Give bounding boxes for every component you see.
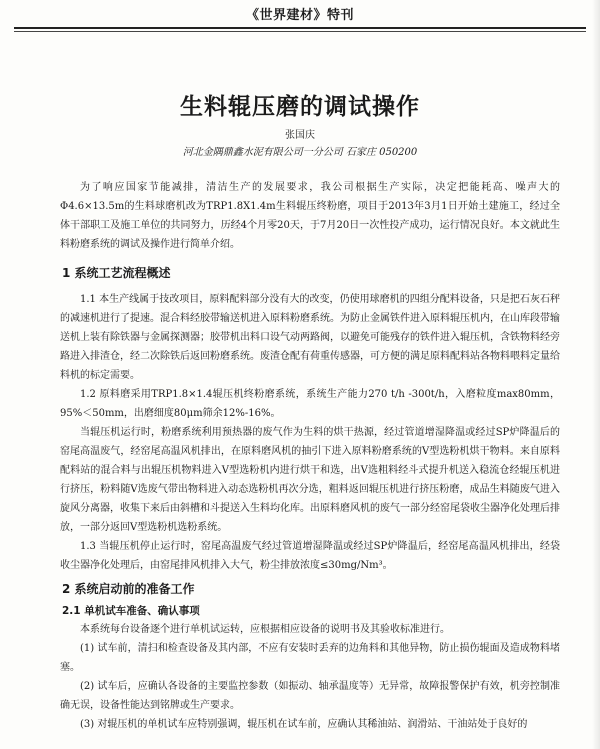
paragraph-1-2-cont: 当辊压机运行时，粉磨系统利用预热器的废气作为生料的烘干热源，经过管道增湿降温或经过SP炉降温后的窑尾高温废气，经窑尾高温风机排出，在原料磨风机的抽引下进入原料粉磨系统的V型选粉机烘干物料。来自原料配料站的混合料与出辊压机物料进入V型选粉机内进行烘干和选，出V选粗料经斗式提升机送入稳流仓经辊压机进行挤压，粉料随V选废气带出物料进入动态选粉机再次分选，粗料返回辊压机进行挤压粉磨，成品生料随废气进入旋风分离器，收集下来后由斜槽和斗提送入生料均化库。出原料磨风机的废气一部分经窑尾袋收尘器净化处理后排放，一部分返回V型选粉机选粉系统。 xyxy=(60,427,560,533)
running-header: 《世界建材》特刊 xyxy=(245,8,354,23)
header-rule-thick xyxy=(14,27,586,29)
intro-paragraph xyxy=(60,178,560,254)
section-1-heading: 1 系统工艺流程概述 xyxy=(62,266,171,280)
scan-edge-shadow xyxy=(592,0,600,749)
section-2-heading: 2 系统启动前的准备工作 xyxy=(62,582,195,596)
author-affiliation: 河北金隅鼎鑫水泥有限公司一分公司 石家庄 050200 xyxy=(182,147,418,158)
list-item-3: (3) 对辊压机的单机试车应特别强调，辊压机在试车前，应确认其稀油站、润滑站、干油站处于良好的 xyxy=(80,719,528,730)
paragraph-1-3: 1.3 当辊压机停止运行时，窑尾高温废气经过管道增湿降温或经过SP炉降温后，经窑尾高温风机排出，经袋收尘器净化处理后，由窑尾排风机排入大气，粉尘排放浓度≤30mg/Nm³。 xyxy=(60,541,560,571)
paragraph-1-2: 1.2 原料磨采用TRP1.8×1.4辊压机终粉磨系统，系统生产能力270 t/h -300t/h，入磨粒度max80mm，95%＜50mm，出磨细度80μm筛余12%-16%。 xyxy=(60,389,560,419)
section-2-body xyxy=(60,620,560,734)
paragraph-2-1: 本系统每台设备逐个进行单机试运转，应根据相应设备的说明书及其验收标准进行。 xyxy=(80,624,450,635)
header-rule-thin xyxy=(14,31,586,32)
author-name: 张国庆 xyxy=(285,130,315,141)
subsection-2-1-heading: 2.1 单机试车准备、确认事项 xyxy=(62,605,200,617)
paragraph-1-1: 1.1 本生产线属于技改项目，原料配料部分没有大的改变，仍使用球磨机的四组分配料设备，只是把石灰石秤的减速机进行了提速。混合料经胶带输送机进入原料粉磨系统。为防止金属铁件进入原料辊压机内，在山库段带输送机上装有除铁器与金属探测器；胶带机出料口设气动两路阀，以避免可能残存的铁件进入辊压机，含铁物料经旁路进入排渣仓，经二次除铁后返回粉磨系统。废渣仓配有荷重传感器，可方便的满足原料配料站各物料喂料定量给料机的标定需要。 xyxy=(60,294,560,381)
intro-text: 为了响应国家节能减排，清洁生产的发展要求，我公司根据生产实际，决定把能耗高、噪声大的Φ4.6×13.5m的生料球磨机改为TRP1.8X1.4m生料辊压终粉磨，项目于2013年3月1日开始土建施工，经过全体干部职工及施工单位的共同努力，历经4个月零20天，于7月20日一次性投产成功，运行情况良好。本文就此生料粉磨系统的调试及操作进行简单介绍。 xyxy=(60,182,560,250)
section-1-body xyxy=(60,290,560,575)
list-item-1: (1) 试车前，清扫和检查设备及其内部，不应有安装时丢弃的边角料和其他异物，防止损伤辊面及造成物料堵塞。 xyxy=(60,643,560,673)
article-title: 生料辊压磨的调试操作 xyxy=(180,94,420,120)
list-item-2: (2) 试车后，应确认各设备的主要监控参数（如振动、轴承温度等）无异常，故障报警保护有效，机旁控制准确无误，设备性能达到铭牌或生产要求。 xyxy=(60,681,560,711)
